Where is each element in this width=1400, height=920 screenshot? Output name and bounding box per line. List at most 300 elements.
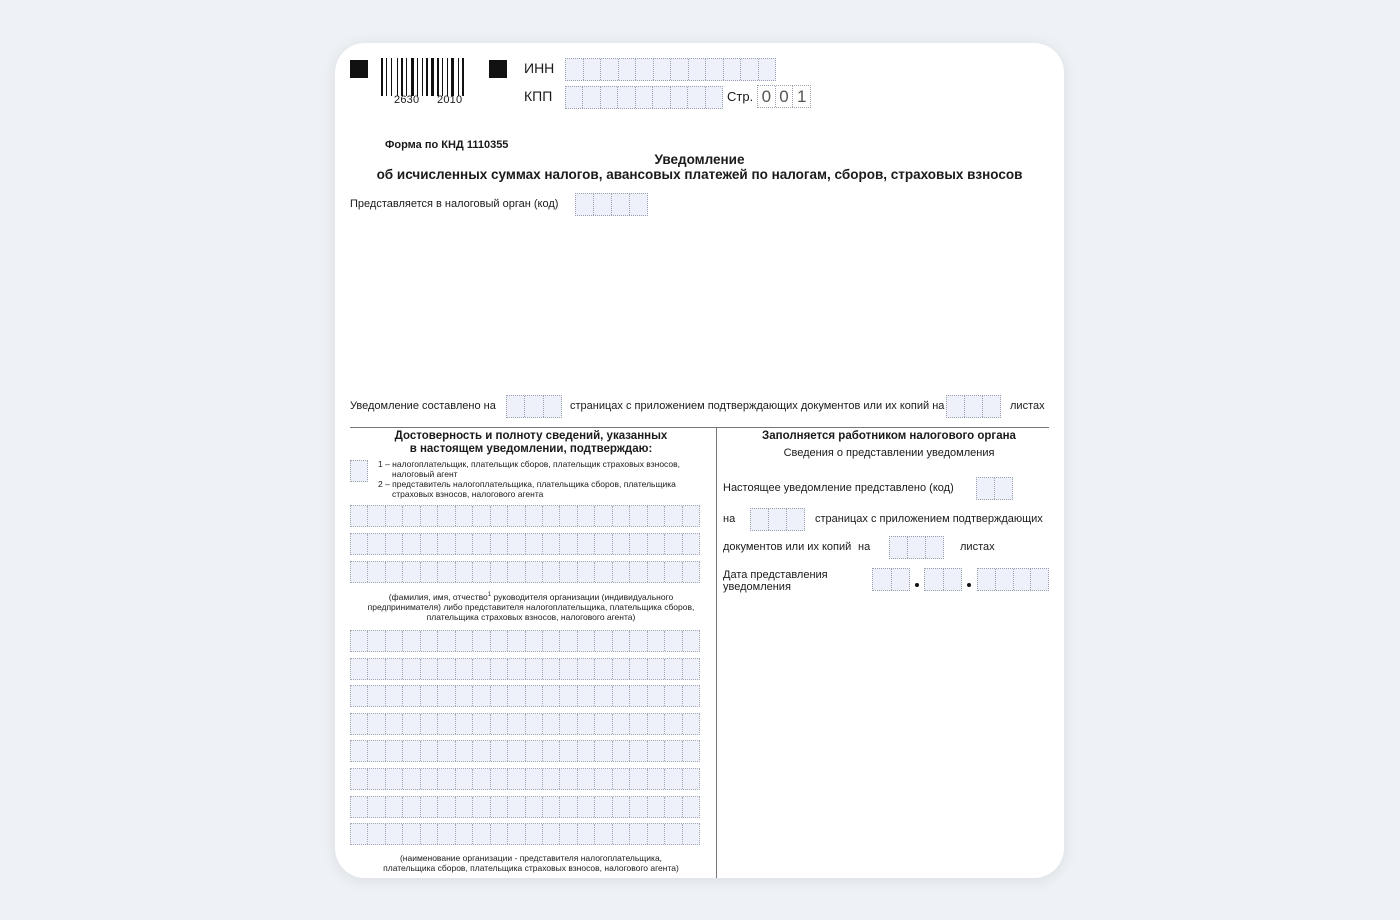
barcode-bar (391, 58, 392, 96)
char-cell (630, 824, 647, 844)
char-cell (508, 769, 525, 789)
char-cell (578, 562, 595, 582)
char-cell (665, 769, 682, 789)
char-cell (456, 686, 473, 706)
char-cell (560, 686, 577, 706)
char-cell (560, 741, 577, 761)
date-separator (967, 583, 971, 587)
char-cell (648, 824, 665, 844)
char-cell (683, 562, 699, 582)
char-cell (560, 506, 577, 526)
char-cell (368, 824, 385, 844)
char-cell (526, 534, 543, 554)
tax-officer-subheading: Сведения о представлении уведомления (783, 447, 995, 459)
char-cell (403, 741, 420, 761)
char-cell (543, 714, 560, 734)
char-cell (491, 506, 508, 526)
barcode-bar (415, 58, 416, 96)
char-cell (403, 797, 420, 817)
char-cell (648, 797, 665, 817)
char-cell (386, 714, 403, 734)
pages-middle-text: страницах с приложением подтверждающих документов или их копий на (570, 400, 945, 412)
char-cell (491, 562, 508, 582)
char-cell (368, 631, 385, 651)
char-cell (386, 769, 403, 789)
char-cell (456, 562, 473, 582)
fio-row[interactable] (350, 533, 700, 555)
char-cell (683, 631, 699, 651)
date-day-field[interactable] (872, 568, 910, 591)
char-cell (386, 534, 403, 554)
option-1: 1 – налогоплательщик, плательщик сборов, плательщик страховых взносов, (378, 459, 680, 469)
char-cell (386, 659, 403, 679)
char-cell (595, 534, 612, 554)
barcode-bar (429, 58, 430, 96)
char-cell (491, 714, 508, 734)
char-cell (648, 686, 665, 706)
char-cell (578, 769, 595, 789)
char-cell (613, 534, 630, 554)
char-cell (648, 506, 665, 526)
barcode-bar (435, 58, 436, 96)
barcode-bar (426, 58, 428, 96)
char-cell (683, 686, 699, 706)
confirm-heading-line: Достоверность и полноту сведений, указанных (394, 430, 668, 442)
char-cell (386, 686, 403, 706)
char-cell (508, 686, 525, 706)
org-name-row[interactable] (350, 796, 700, 818)
date-year-field[interactable] (977, 568, 1049, 591)
char-cell (368, 506, 385, 526)
barcode (381, 58, 466, 96)
kpp-field[interactable] (565, 86, 723, 109)
char-cell (508, 659, 525, 679)
char-cell (683, 659, 699, 679)
option-2-cont: страховых взносов, налогового агента (392, 489, 544, 499)
fio-caption-part: (фамилия, имя, отчество (388, 591, 488, 602)
char-cell (613, 562, 630, 582)
char-cell (508, 631, 525, 651)
char-cell (473, 797, 490, 817)
char-cell (543, 506, 560, 526)
page-label: Стр. (727, 89, 754, 104)
tax-authority-label: Представляется в налоговый орган (код) (350, 198, 559, 210)
char-cell (351, 769, 368, 789)
submission-date-line: Дата представления (723, 569, 828, 581)
char-cell (526, 714, 543, 734)
char-cell (351, 797, 368, 817)
char-cell (473, 769, 490, 789)
char-cell (351, 741, 368, 761)
confirm-heading-line: в настоящем уведомлении, подтверждаю: (409, 443, 653, 455)
char-cell (351, 506, 368, 526)
char-cell (403, 562, 420, 582)
char-cell (526, 562, 543, 582)
sheets-label: листах (1010, 400, 1045, 412)
char-cell (595, 714, 612, 734)
barcode-bars (381, 58, 466, 96)
char-cell (421, 769, 438, 789)
char-cell (473, 562, 490, 582)
char-cell (508, 824, 525, 844)
barcode-bar (455, 58, 457, 96)
char-cell (368, 686, 385, 706)
char-cell (578, 714, 595, 734)
char-cell (526, 659, 543, 679)
char-cell (526, 506, 543, 526)
char-cell (578, 506, 595, 526)
char-cell (595, 769, 612, 789)
barcode-number-right: 2010 (437, 94, 463, 106)
on-label: на (723, 513, 736, 525)
char-cell (630, 741, 647, 761)
char-cell (560, 824, 577, 844)
barcode-bar (437, 58, 439, 96)
char-cell (438, 769, 455, 789)
char-cell (630, 534, 647, 554)
barcode-bar (404, 58, 405, 96)
char-cell (491, 824, 508, 844)
column-divider (716, 427, 717, 878)
char-cell (438, 659, 455, 679)
barcode-bar (417, 58, 418, 96)
char-cell (526, 797, 543, 817)
char-cell (595, 797, 612, 817)
sheets-count-field[interactable] (946, 395, 1001, 418)
char-cell (438, 631, 455, 651)
inn-label: ИНН (524, 60, 555, 76)
page-digit: 1 (796, 86, 807, 106)
char-cell (473, 741, 490, 761)
org-name-row[interactable] (350, 823, 700, 845)
char-cell (613, 824, 630, 844)
char-cell (473, 506, 490, 526)
page-number-field[interactable] (757, 85, 811, 108)
barcode-bar (411, 58, 414, 96)
char-cell (683, 797, 699, 817)
char-cell (351, 534, 368, 554)
char-cell (595, 562, 612, 582)
char-cell (543, 797, 560, 817)
char-cell (630, 562, 647, 582)
char-cell (421, 506, 438, 526)
barcode-bar (449, 58, 450, 96)
barcode-bar (444, 58, 446, 96)
char-cell (386, 562, 403, 582)
char-cell (613, 659, 630, 679)
char-cell (665, 714, 682, 734)
char-cell (491, 769, 508, 789)
char-cell (543, 741, 560, 761)
char-cell (473, 714, 490, 734)
fio-row[interactable] (350, 505, 700, 527)
registration-marker-left (350, 60, 368, 78)
submitted-code-field[interactable] (976, 477, 1013, 500)
char-cell (456, 534, 473, 554)
char-cell (543, 824, 560, 844)
option-1-cont: налоговый агент (392, 469, 458, 479)
char-cell (351, 562, 368, 582)
org-name-row[interactable] (350, 630, 700, 652)
char-cell (456, 741, 473, 761)
char-cell (595, 659, 612, 679)
char-cell (368, 769, 385, 789)
char-cell (491, 534, 508, 554)
char-cell (386, 506, 403, 526)
char-cell (560, 797, 577, 817)
org-name-row[interactable] (350, 740, 700, 762)
barcode-bar (399, 58, 400, 96)
char-cell (543, 562, 560, 582)
inn-field[interactable] (565, 58, 776, 81)
char-cell (456, 659, 473, 679)
char-cell (630, 714, 647, 734)
char-cell (648, 562, 665, 582)
fio-caption-line: предпринимателя) либо представителя налогоплательщика, плательщика сборов, (367, 601, 695, 612)
char-cell (351, 824, 368, 844)
char-cell (595, 506, 612, 526)
char-cell (368, 659, 385, 679)
char-cell (421, 562, 438, 582)
char-cell (683, 824, 699, 844)
char-cell (665, 797, 682, 817)
char-cell (473, 686, 490, 706)
char-cell (613, 714, 630, 734)
char-cell (421, 797, 438, 817)
char-cell (491, 659, 508, 679)
char-cell (526, 769, 543, 789)
char-cell (683, 769, 699, 789)
char-cell (665, 686, 682, 706)
registration-marker-right (489, 60, 507, 78)
char-cell (456, 824, 473, 844)
org-name-row[interactable] (350, 685, 700, 707)
char-cell (543, 769, 560, 789)
org-name-row[interactable] (350, 713, 700, 735)
char-cell (473, 534, 490, 554)
char-cell (613, 631, 630, 651)
tax-officer-heading: Заполняется работником налогового органа (762, 430, 1016, 442)
char-cell (421, 686, 438, 706)
char-cell (368, 741, 385, 761)
char-cell (560, 714, 577, 734)
char-cell (630, 797, 647, 817)
org-name-row[interactable] (350, 658, 700, 680)
char-cell (508, 797, 525, 817)
org-name-row[interactable] (350, 768, 700, 790)
form-title: Уведомление (654, 152, 745, 167)
barcode-bar (422, 58, 423, 96)
barcode-bar (393, 58, 396, 96)
char-cell (613, 686, 630, 706)
char-cell (351, 659, 368, 679)
char-cell (543, 631, 560, 651)
char-cell (595, 824, 612, 844)
page-digit: 0 (758, 86, 776, 107)
char-cell (613, 769, 630, 789)
char-cell (491, 686, 508, 706)
char-cell (683, 506, 699, 526)
date-separator (915, 583, 919, 587)
barcode-bar (431, 58, 434, 96)
char-cell (630, 659, 647, 679)
barcode-bar (419, 58, 421, 96)
barcode-bar (388, 58, 390, 96)
submission-date-label (723, 569, 828, 593)
section-divider (350, 427, 1049, 428)
char-cell (578, 631, 595, 651)
char-cell (473, 824, 490, 844)
docs-label: документов или их копий (723, 541, 852, 553)
char-cell (595, 631, 612, 651)
barcode-bar (386, 58, 387, 96)
barcode-bar (381, 58, 383, 96)
char-cell (560, 769, 577, 789)
char-cell (526, 741, 543, 761)
form-subtitle: об исчисленных суммах налогов, авансовых платежей по налогам, сборов, страховых взносов (376, 167, 1023, 182)
char-cell (368, 797, 385, 817)
char-cell (683, 741, 699, 761)
pages-count-field[interactable] (506, 395, 562, 418)
char-cell (578, 797, 595, 817)
char-cell (595, 686, 612, 706)
org-caption-line: (наименование организации - представителя налогоплательщика, (399, 853, 663, 863)
org-caption (350, 853, 712, 873)
char-cell (508, 741, 525, 761)
char-cell (403, 686, 420, 706)
char-cell (595, 741, 612, 761)
char-cell (543, 686, 560, 706)
fio-caption (350, 590, 712, 622)
char-cell (543, 534, 560, 554)
char-cell (578, 686, 595, 706)
char-cell (648, 769, 665, 789)
char-cell (560, 659, 577, 679)
char-cell (421, 534, 438, 554)
char-cell (403, 631, 420, 651)
char-cell (526, 824, 543, 844)
char-cell (403, 534, 420, 554)
char-cell (630, 631, 647, 651)
char-cell (648, 659, 665, 679)
signer-type-field[interactable] (350, 460, 368, 482)
char-cell (438, 534, 455, 554)
barcode-bar (451, 58, 454, 96)
char-cell (351, 714, 368, 734)
barcode-bar (406, 58, 407, 96)
char-cell (421, 741, 438, 761)
barcode-bar (424, 58, 425, 96)
char-cell (421, 714, 438, 734)
char-cell (665, 631, 682, 651)
char-cell (421, 824, 438, 844)
char-cell (665, 506, 682, 526)
option-2: 2 – представитель налогоплательщика, плательщика сборов, плательщика (378, 479, 676, 489)
char-cell (403, 659, 420, 679)
barcode-bar (408, 58, 410, 96)
char-cell (526, 686, 543, 706)
officer-pages-field[interactable] (750, 508, 805, 531)
char-cell (665, 824, 682, 844)
char-cell (386, 797, 403, 817)
docs-on-label: на (858, 541, 871, 553)
submitted-code-label: Настоящее уведомление представлено (код) (723, 482, 954, 494)
char-cell (386, 631, 403, 651)
char-cell (526, 631, 543, 651)
char-cell (578, 824, 595, 844)
char-cell (491, 631, 508, 651)
officer-sheets-field[interactable] (889, 536, 944, 559)
char-cell (438, 562, 455, 582)
char-cell (648, 631, 665, 651)
char-cell (648, 741, 665, 761)
char-cell (630, 506, 647, 526)
char-cell (648, 714, 665, 734)
char-cell (560, 631, 577, 651)
form-knd: Форма по КНД 1110355 (385, 139, 509, 151)
char-cell (351, 686, 368, 706)
char-cell (613, 797, 630, 817)
barcode-bar (442, 58, 443, 96)
barcode-bar (447, 58, 448, 96)
date-month-field[interactable] (924, 568, 962, 591)
char-cell (421, 659, 438, 679)
fio-caption-line: плательщика страховых взносов, налогового агента) (426, 611, 636, 622)
char-cell (403, 714, 420, 734)
fio-caption-part: руководителя организации (индивидуального (493, 591, 674, 602)
char-cell (508, 534, 525, 554)
char-cell (456, 714, 473, 734)
barcode-bar (462, 58, 464, 96)
char-cell (508, 562, 525, 582)
char-cell (630, 686, 647, 706)
barcode-bar (384, 58, 385, 96)
barcode-bar (465, 58, 466, 96)
char-cell (543, 659, 560, 679)
char-cell (508, 714, 525, 734)
barcode-bar (460, 58, 461, 96)
char-cell (368, 534, 385, 554)
barcode-bar (401, 58, 403, 96)
char-cell (438, 506, 455, 526)
char-cell (438, 714, 455, 734)
footnote-marker: 1 (487, 592, 492, 598)
char-cell (613, 741, 630, 761)
officer-sheets-label: листах (960, 541, 995, 553)
pages-with-text: страницах с приложением подтверждающих (815, 513, 1043, 525)
char-cell (578, 534, 595, 554)
confirm-heading (350, 430, 712, 456)
char-cell (351, 631, 368, 651)
char-cell (560, 534, 577, 554)
char-cell (438, 686, 455, 706)
char-cell (665, 534, 682, 554)
char-cell (578, 659, 595, 679)
tax-authority-code-field[interactable] (575, 193, 648, 216)
char-cell (683, 534, 699, 554)
char-cell (456, 797, 473, 817)
char-cell (491, 797, 508, 817)
barcode-number-left: 2630 (394, 94, 420, 106)
char-cell (386, 824, 403, 844)
char-cell (456, 631, 473, 651)
barcode-bar (397, 58, 398, 96)
char-cell (560, 562, 577, 582)
submission-date-line: уведомления (723, 581, 791, 593)
barcode-bar (458, 58, 459, 96)
fio-row[interactable] (350, 561, 700, 583)
char-cell (438, 741, 455, 761)
